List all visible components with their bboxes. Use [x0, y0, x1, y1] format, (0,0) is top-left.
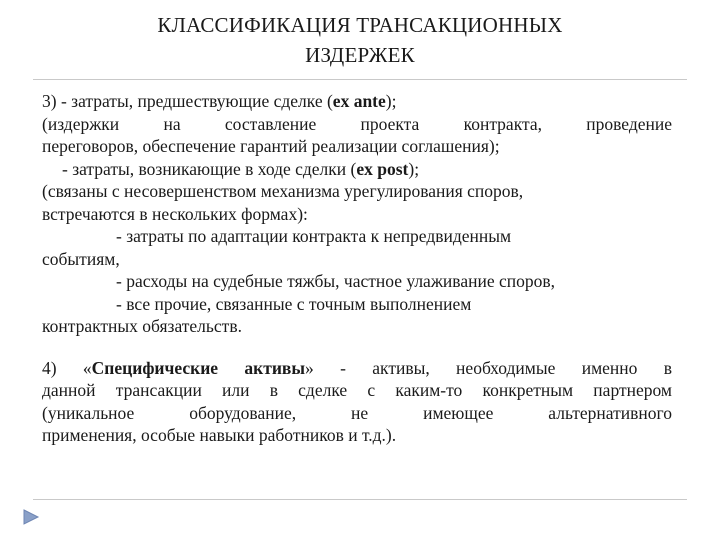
- s3-line-1-post: );: [385, 91, 397, 111]
- s3-line-10: - все прочие, связанные с точным выполнением: [116, 293, 472, 314]
- s3-line-4-post: );: [408, 158, 420, 179]
- s3-ex-ante: ex ante: [332, 91, 386, 111]
- triangle-right-icon: [20, 508, 42, 526]
- s4-line-1: [42, 357, 672, 380]
- s3-ex-post: ex post: [356, 158, 409, 179]
- s3-line-3: переговоров, обеспечение гарантий реализации соглашения);: [42, 136, 500, 156]
- s3-line-7: - затраты по адаптации контракта к непредвиденным: [116, 226, 512, 246]
- s3-line-6: встречаются в нескольких формах):: [42, 203, 308, 224]
- slide-title-line-1: КЛАССИФИКАЦИЯ ТРАНСАКЦИОННЫХ: [157, 13, 563, 37]
- s4-line-1-post: » - активы, необходимые именно в: [305, 357, 672, 378]
- s3-line-4: [42, 158, 672, 181]
- s3-line-4-pre: - затраты, возникающие в ходе сделки (: [62, 158, 357, 179]
- s3-line-1-pre: 3) - затраты, предшествующие сделке (: [42, 91, 333, 111]
- s4-specific-assets: Специфические активы: [91, 357, 306, 378]
- s3-line-9: - расходы на судебные тяжбы, частное улаживание споров,: [116, 271, 555, 291]
- title-divider: [33, 79, 687, 80]
- s3-line-11: контрактных обязательств.: [42, 316, 242, 336]
- slide-title: [0, 10, 720, 70]
- s3-line-2: (издержки на составление проекта контракта, проведение: [42, 113, 672, 134]
- s4-line-4: применения, особые навыки работников и т.д.).: [42, 425, 397, 445]
- slide-body: [42, 90, 672, 447]
- slide-title-line-2: ИЗДЕРЖЕК: [305, 43, 415, 67]
- footer-divider: [33, 499, 687, 500]
- s4-line-2: данной трансакции или в сделке с каким-то конкретным партнером: [42, 380, 672, 400]
- s3-line-8: событиям,: [42, 248, 120, 269]
- paragraph-gap: [42, 338, 672, 357]
- s4-line-3: (уникальное оборудование, не имеющее альтернативного: [42, 402, 672, 423]
- s4-line-1-pre: 4) «: [42, 357, 92, 378]
- s3-line-5: (связаны с несовершенством механизма урегулирования споров,: [42, 181, 524, 201]
- s3-line-1: [42, 90, 672, 113]
